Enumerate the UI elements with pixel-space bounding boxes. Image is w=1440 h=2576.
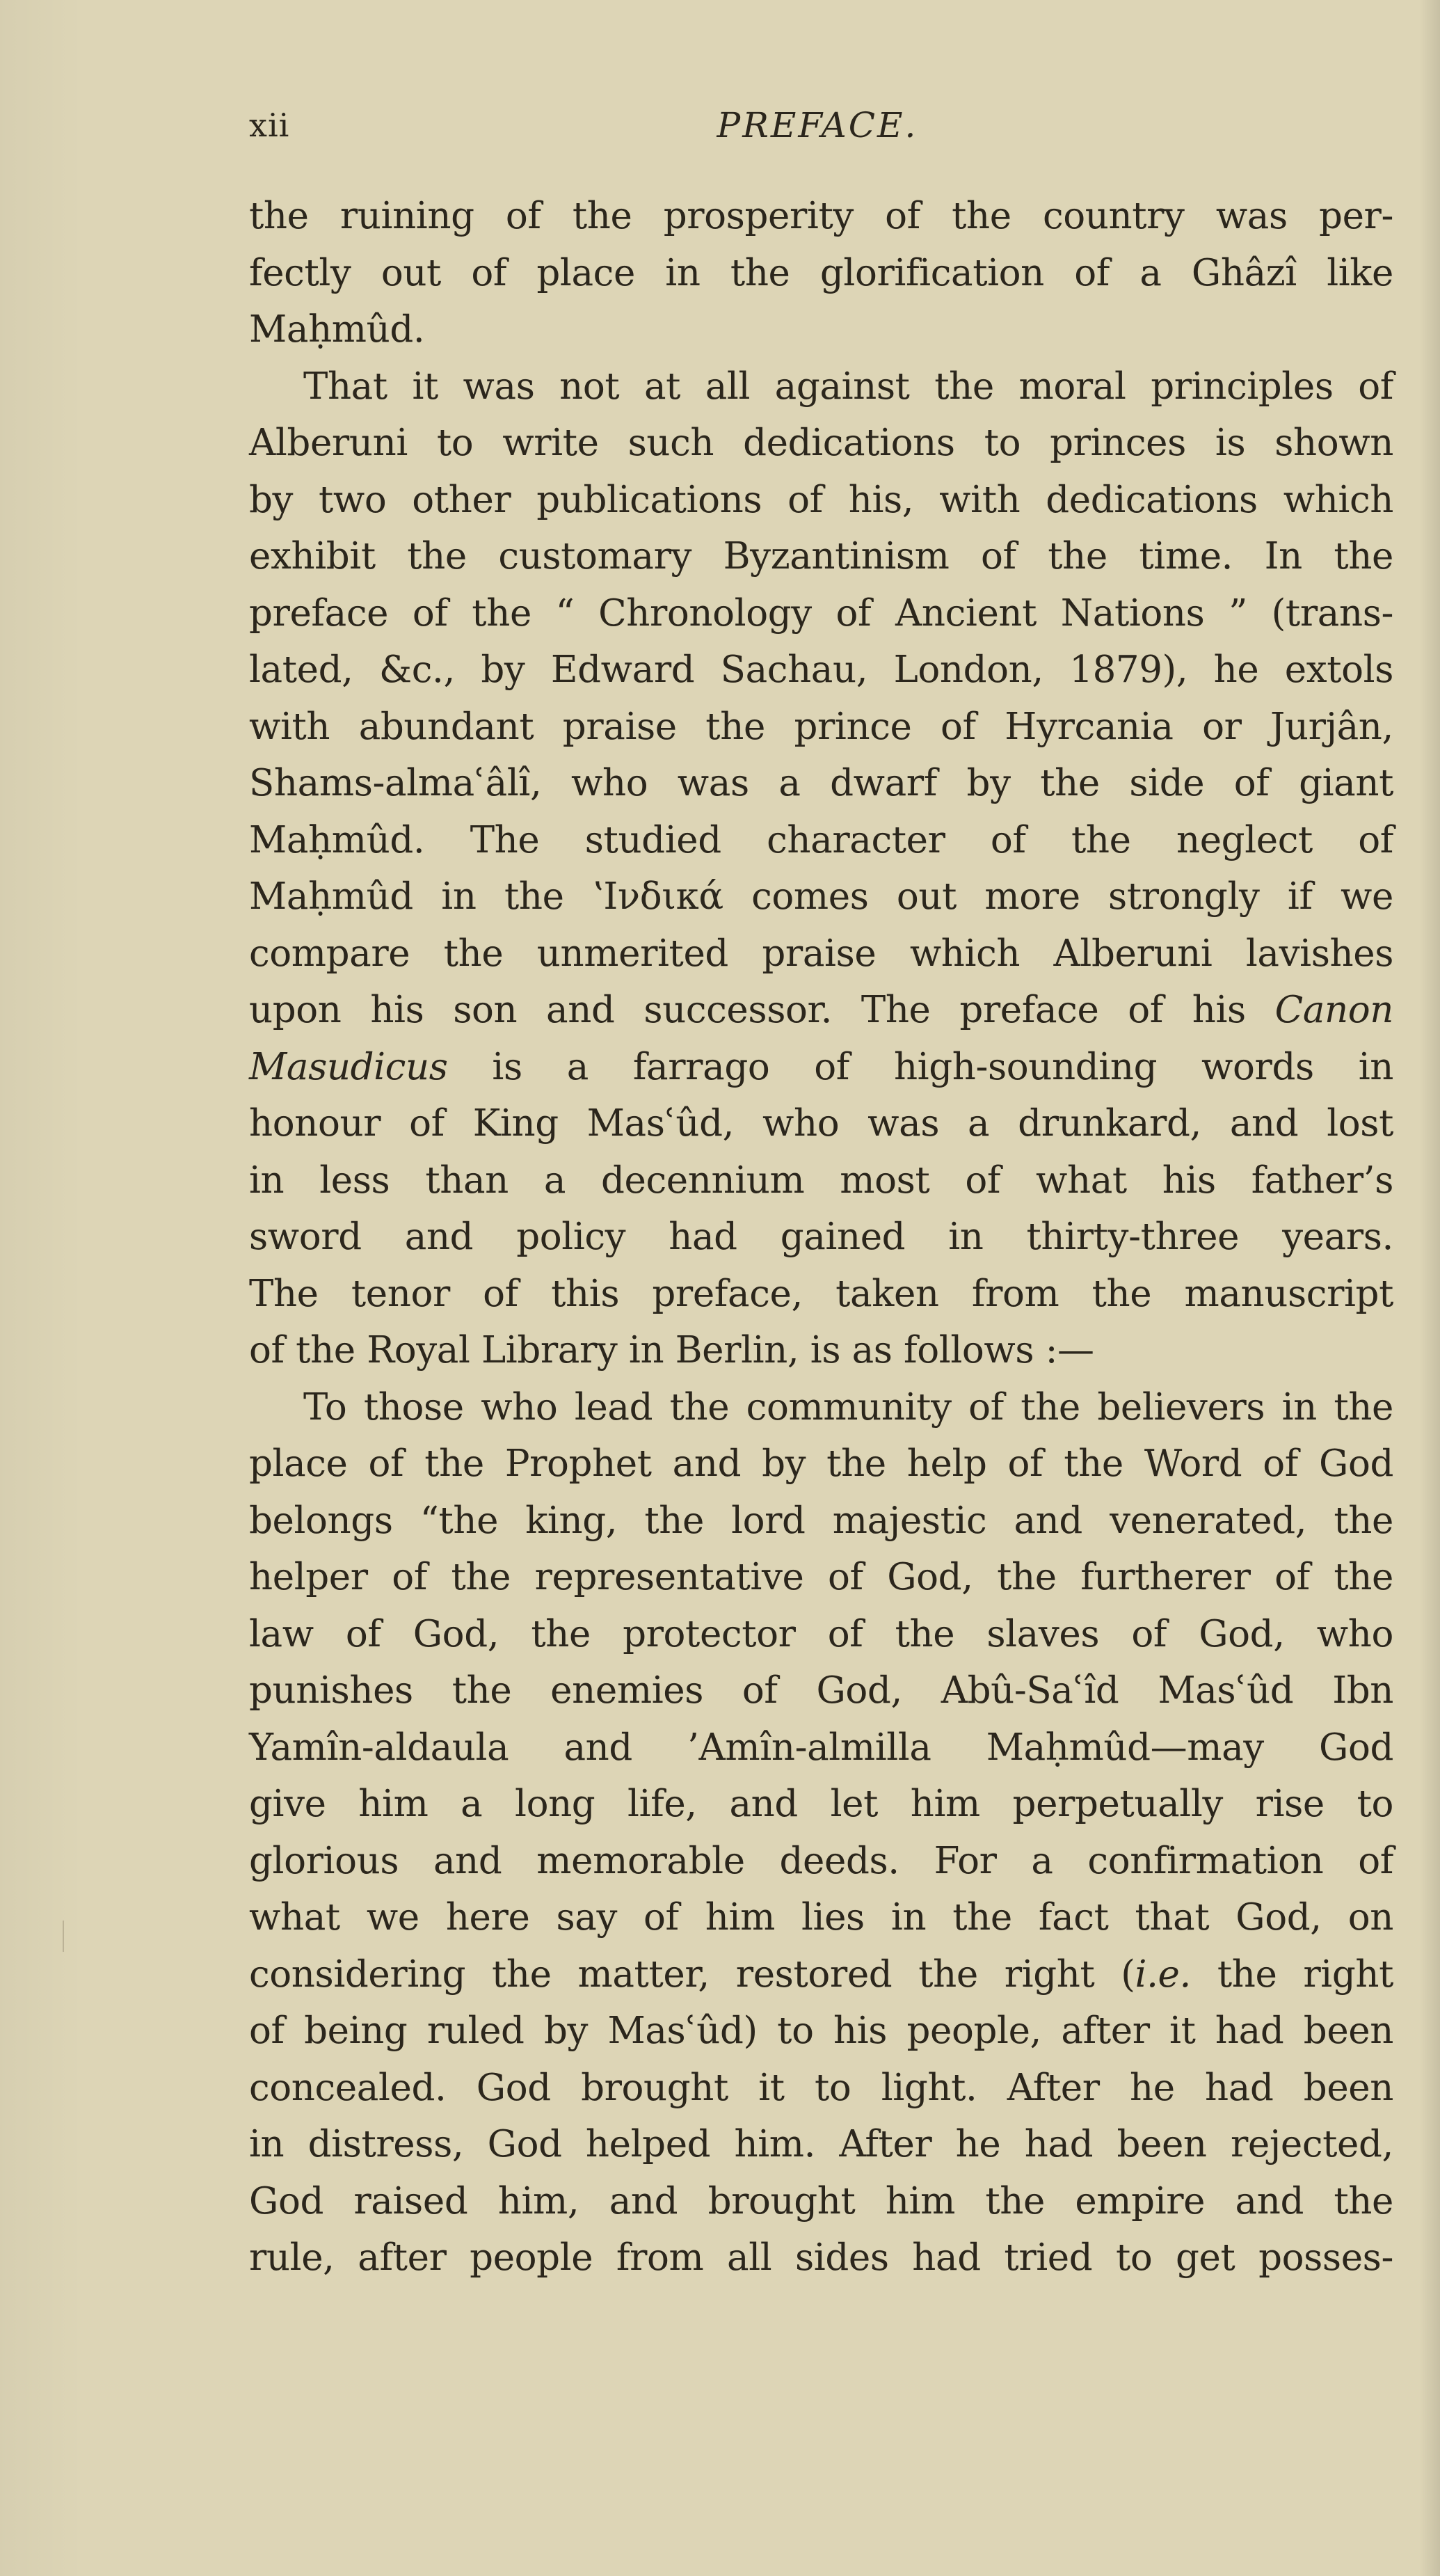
text-line: belongs “the king, the lord majestic and venerated, the [249, 1499, 1393, 1542]
text-line: place of the Prophet and by the help of the Word of God [249, 1442, 1393, 1485]
paper-blemish [63, 1921, 64, 1952]
text-line: Yamîn-aldaula and ’Amîn-almilla Maḥmûd—may God [249, 1726, 1393, 1769]
running-title: PREFACE. [717, 105, 918, 145]
text-line: Maḥmûd. The studied character of the neglect of [249, 818, 1393, 861]
text-line: compare the unmerited praise which Alberuni lavishes [249, 932, 1393, 975]
text-line: of the Royal Library in Berlin, is as follows :— [249, 1329, 1094, 1372]
italic-title-masudicus: Masudicus [249, 1045, 448, 1088]
text-line: in distress, God helped him. After he had been rejected, [249, 2123, 1393, 2165]
text-line: Maḥmûd. [249, 308, 425, 351]
text-line: God raised him, and brought him the empire and the [249, 2179, 1393, 2223]
text-line: Maḥmûd in the ʽΙνδικά comes out more strongly if we [249, 875, 1393, 918]
text-line: rule, after people from all sides had tried to get posses- [249, 2236, 1393, 2279]
text-line: give him a long life, and let him perpetually rise to [249, 1783, 1393, 1825]
text-line: sword and policy had gained in thirty-three years. [249, 1216, 1393, 1258]
text-segment: upon his son and successor. The preface of his [249, 989, 1246, 1031]
text-line: by two other publications of his, with dedications which [249, 478, 1393, 521]
text-line-with-italic [249, 982, 1393, 1039]
text-line: of being ruled by Masʿûd) to his people, after it had been [249, 2010, 1393, 2052]
text-line: the ruining of the prosperity of the country was per- [249, 195, 1393, 237]
text-segment: is a farrago of high-sounding words in [447, 1045, 1393, 1088]
text-line: The tenor of this preface, taken from the manuscript [249, 1272, 1393, 1315]
running-head [0, 104, 1440, 146]
text-segment: considering the matter, restored the right ( [249, 1953, 1135, 1996]
text-line: exhibit the customary Byzantinism of the time. In the [249, 535, 1393, 578]
text-line: in less than a decennium most of what his father’s [249, 1159, 1393, 1202]
text-segment: the right [1190, 1953, 1393, 1996]
text-line: Shams-almaʿâlî, who was a dwarf by the side of giant [249, 762, 1393, 804]
text-line: glorious and memorable deeds. For a confirmation of [249, 1839, 1393, 1882]
text-line: with abundant praise the prince of Hyrcania or Jurjân, [249, 705, 1393, 748]
text-line-with-italic [249, 1039, 1393, 1096]
italic-abbreviation-ie: i.e. [1135, 1953, 1191, 1996]
text-line: law of God, the protector of the slaves of God, who [249, 1612, 1393, 1655]
paragraph-start-line: That it was not at all against the moral principles of [303, 365, 1393, 408]
text-line: preface of the “ Chronology of Ancient Nations ” (trans- [249, 591, 1393, 635]
text-line: helper of the representative of God, the furtherer of the [249, 1556, 1393, 1598]
italic-title-canon: Canon [1274, 989, 1393, 1031]
page-number: xii [249, 106, 290, 144]
text-line: concealed. God brought it to light. After he had been [249, 2066, 1393, 2109]
paragraph-start-line: To those who lead the community of the believers in the [303, 1385, 1393, 1429]
text-line: punishes the enemies of God, Abû-Saʿîd Masʿûd Ibn [249, 1669, 1393, 1712]
text-line: Alberuni to write such dedications to princes is shown [249, 422, 1393, 464]
text-line: lated, &c., by Edward Sachau, London, 1879), he extols [249, 649, 1393, 691]
text-line: fectly out of place in the glorification of a Ghâzî like [249, 251, 1393, 294]
text-line: honour of King Masʿûd, who was a drunkard, and lost [249, 1102, 1393, 1145]
text-line-with-italic [249, 1946, 1393, 2003]
body-text [249, 188, 1393, 2287]
text-line: what we here say of him lies in the fact that God, on [249, 1896, 1393, 1939]
